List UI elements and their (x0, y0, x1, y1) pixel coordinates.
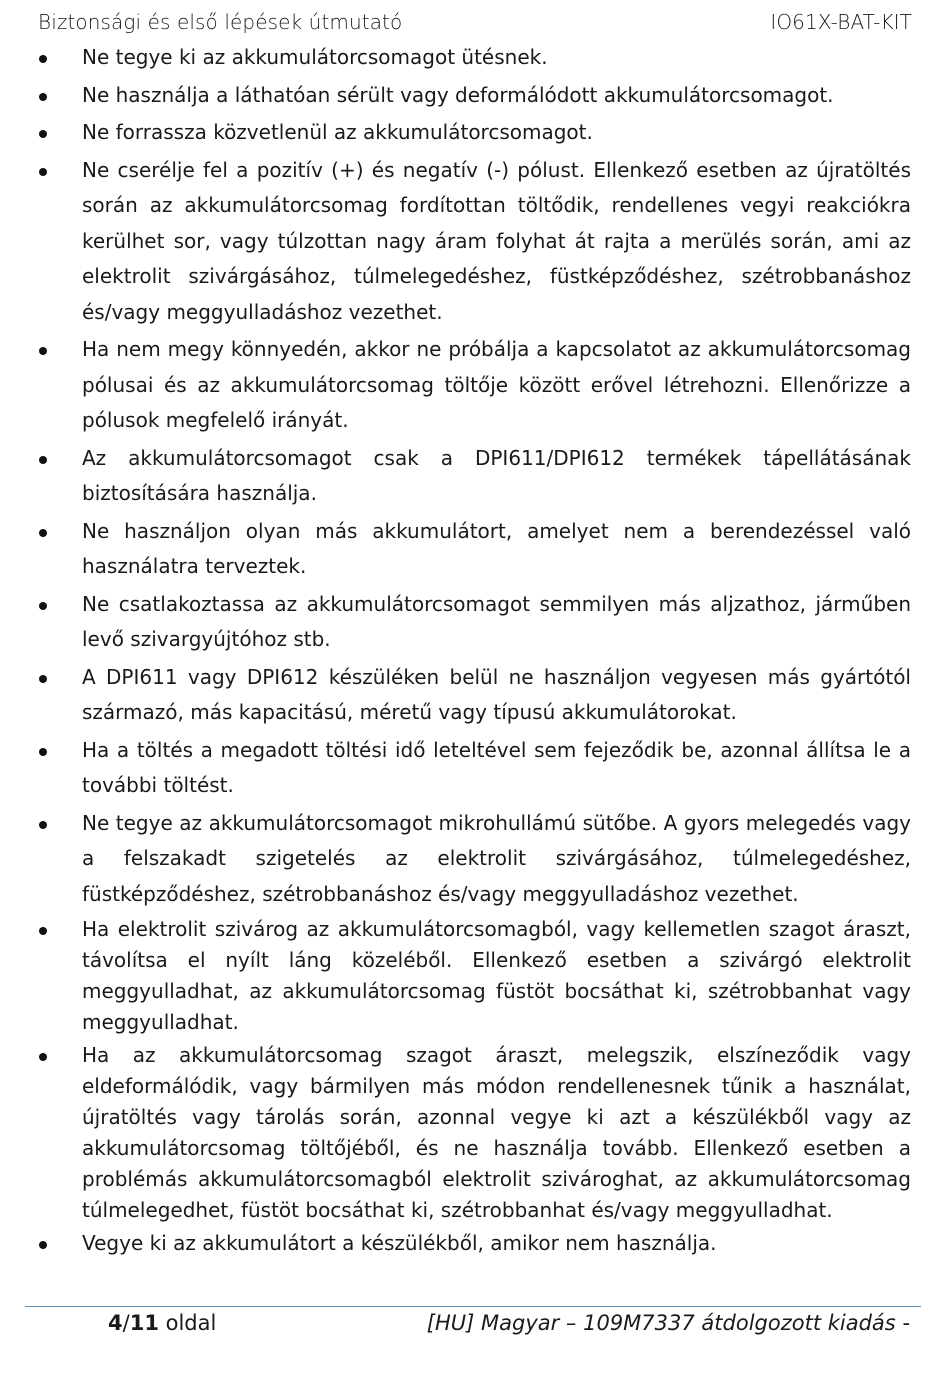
list-item-text: Ne cserélje fel a pozitív (+) és negatív (-) pólust. Ellenkező esetben az újratöltés során az akkumulátorcsomag fordítottan töltődik, rendellenes vegyi reakciókra kerülhet sor, vagy túlzottan nagy áram folyhat át rajta a merülés során, ami az elektrolit szivárgásához, túlmelegedéshez, füstképződéshez, szétrobbanáshoz és/vagy meggyulladáshoz vezethet. (82, 157, 911, 324)
bullet-icon (39, 602, 47, 610)
page-word: oldal (158, 1311, 217, 1335)
page-footer (108, 1311, 910, 1335)
bullet-icon (39, 1241, 47, 1249)
list-item-text: Az akkumulátorcsomagot csak a DPI611/DPI612 termékek tápellátásának biztosítására használja. (82, 445, 911, 505)
bullet-icon (39, 130, 47, 138)
bullet-icon (39, 1053, 47, 1061)
bullet-icon (39, 456, 47, 464)
list-item (38, 1228, 911, 1259)
bullet-icon (39, 168, 47, 176)
page-current: 4 (108, 1311, 123, 1335)
list-item (38, 806, 911, 913)
list-item (38, 115, 911, 151)
bullet-icon (39, 93, 47, 101)
list-item-text: Vegye ki az akkumulátort a készülékből, amikor nem használja. (82, 1231, 717, 1255)
list-item (38, 441, 911, 512)
page-total: 11 (129, 1311, 159, 1335)
bullet-icon (39, 675, 47, 683)
list-item (38, 733, 911, 804)
document-code: IO61X-BAT-KIT (770, 10, 912, 34)
list-item (38, 587, 911, 658)
list-item (38, 153, 911, 331)
footer-divider (25, 1306, 921, 1307)
page-header (38, 10, 912, 34)
document-title: Biztonsági és első lépések útmutató (38, 10, 403, 34)
bullet-icon (39, 927, 47, 935)
list-item (38, 514, 911, 585)
list-item-text: Ne használja a láthatóan sérült vagy deformálódott akkumulátorcsomagot. (82, 82, 834, 107)
bullet-icon (39, 748, 47, 756)
list-item (38, 332, 911, 439)
list-item-text: Ne tegye az akkumulátorcsomagot mikrohullámú sütőbe. A gyors melegedés vagy a felszakadt szigetelés az elektrolit szivárgásához, túlmelegedéshez, füstképződéshez, szétrobbanáshoz és/vagy meggyulladáshoz vezethet. (82, 810, 911, 906)
bullet-icon (39, 529, 47, 537)
list-item-text: Ha nem megy könnyedén, akkor ne próbálja a kapcsolatot az akkumulátorcsomag pólusai és az akkumulátorcsomag töltője között erővel létrehozni. Ellenőrizze a pólusok megfelelő irányát. (82, 337, 911, 432)
list-item-text: Ne forrassza közvetlenül az akkumulátorcsomagot. (82, 120, 593, 144)
page-number (108, 1311, 216, 1335)
bullet-icon (39, 347, 47, 355)
list-item (38, 1040, 911, 1226)
list-item (38, 660, 911, 731)
list-item-text: Ha a töltés a megadott töltési idő leteltével sem fejeződik be, azonnal állítsa le a további töltést. (82, 737, 911, 797)
list-item-text: Ha az akkumulátorcsomag szagot áraszt, melegszik, elszíneződik vagy eldeformálódik, vagy bármilyen más módon rendellenesnek tűnik a használat, újratöltés vagy tárolás során, azonnal vegye ki azt a készülékből vagy az akkumulátorcsomag töltőjéből, és ne használja tovább. Ellenkező esetben a problémás akkumulátorcsomagból elektrolit szivároghat, az akkumulátorcsomag túlmelegedhet, füstöt bocsáthat ki, szétrobbanhat és/vagy meggyulladhat. (82, 1043, 911, 1222)
list-item-text: Ne használjon olyan más akkumulátort, amelyet nem a berendezéssel való használatra terveztek. (82, 518, 911, 578)
page-separator: / (122, 1311, 130, 1335)
list-item (38, 914, 911, 1038)
list-item-text: Ne tegye ki az akkumulátorcsomagot ütésnek. (82, 45, 548, 69)
bullet-icon (39, 55, 47, 63)
list-item (38, 40, 911, 76)
safety-bullet-list (38, 40, 911, 1261)
list-item (38, 78, 911, 114)
list-item-text: Ne csatlakoztassa az akkumulátorcsomagot semmilyen más aljzathoz, járműben levő szivargyújtóhoz stb. (82, 591, 911, 651)
edition-label: [HU] Magyar – 109M7337 átdolgozott kiadás - (426, 1311, 910, 1335)
bullet-icon (39, 821, 47, 829)
list-item-text: Ha elektrolit szivárog az akkumulátorcsomagból, vagy kellemetlen szagot áraszt, távolítsa el nyílt láng közeléből. Ellenkező esetben a szivárgó elektrolit meggyulladhat, az akkumulátorcsomag füstöt bocsáthat ki, szétrobbanhat vagy meggyulladhat. (82, 917, 911, 1034)
list-item-text: A DPI611 vagy DPI612 készüléken belül ne használjon vegyesen más gyártótól származó, más kapacitású, méretű vagy típusú akkumulátorokat. (82, 664, 911, 724)
